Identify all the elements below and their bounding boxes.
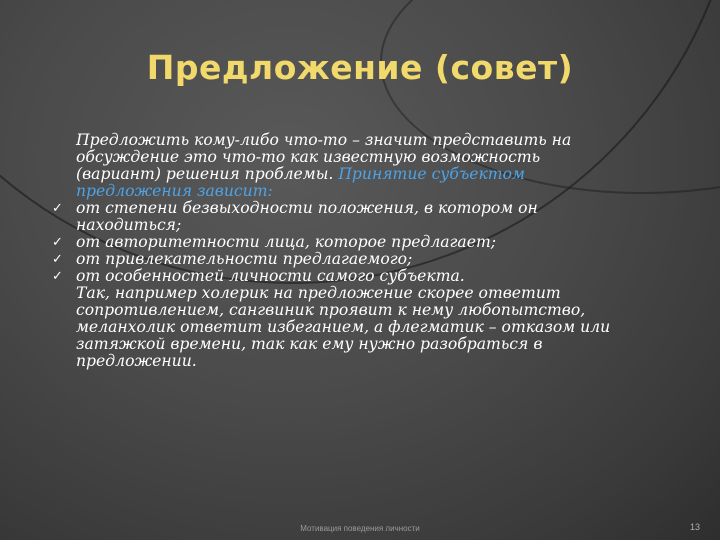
list-item-text: от особенностей личности самого субъекта. (76, 267, 465, 285)
list-item (52, 199, 616, 234)
slide-footer: Мотивация поведения личности (300, 524, 420, 533)
bullet-list (52, 199, 616, 285)
intro-paragraph (76, 132, 616, 200)
list-item-text: от степени безвыходности положения, в котором он находиться; (76, 199, 538, 234)
intro-accent-text: Принятие субъектом предложения зависит: (76, 165, 525, 200)
list-item (52, 233, 616, 251)
checkmark-icon: ✓ (52, 252, 63, 267)
slide-title: Предложение (совет) (146, 48, 574, 87)
list-item (52, 267, 616, 285)
page-number: 13 (689, 522, 700, 532)
checkmark-icon: ✓ (52, 201, 63, 216)
intro-text: Предложить кому-либо что-то – значит представить на обсуждение это что-то как известную возможность (вариант) решения проблемы. (76, 131, 572, 183)
list-item-text: от привлекательности предлагаемого; (76, 250, 413, 268)
list-item-text: от авторитетности лица, которое предлагает; (76, 233, 496, 251)
checkmark-icon: ✓ (52, 235, 63, 250)
checkmark-icon: ✓ (52, 269, 63, 284)
example-paragraph: Так, например холерик на предложение скорее ответит сопротивлением, сангвиник проявит к нему любопытство, меланхолик ответит избеганием, а флегматик – отказом или затяжкой времени, так как ему нужно разобраться в предложении. (76, 284, 611, 370)
slide-body (52, 131, 616, 370)
list-item (52, 250, 616, 268)
